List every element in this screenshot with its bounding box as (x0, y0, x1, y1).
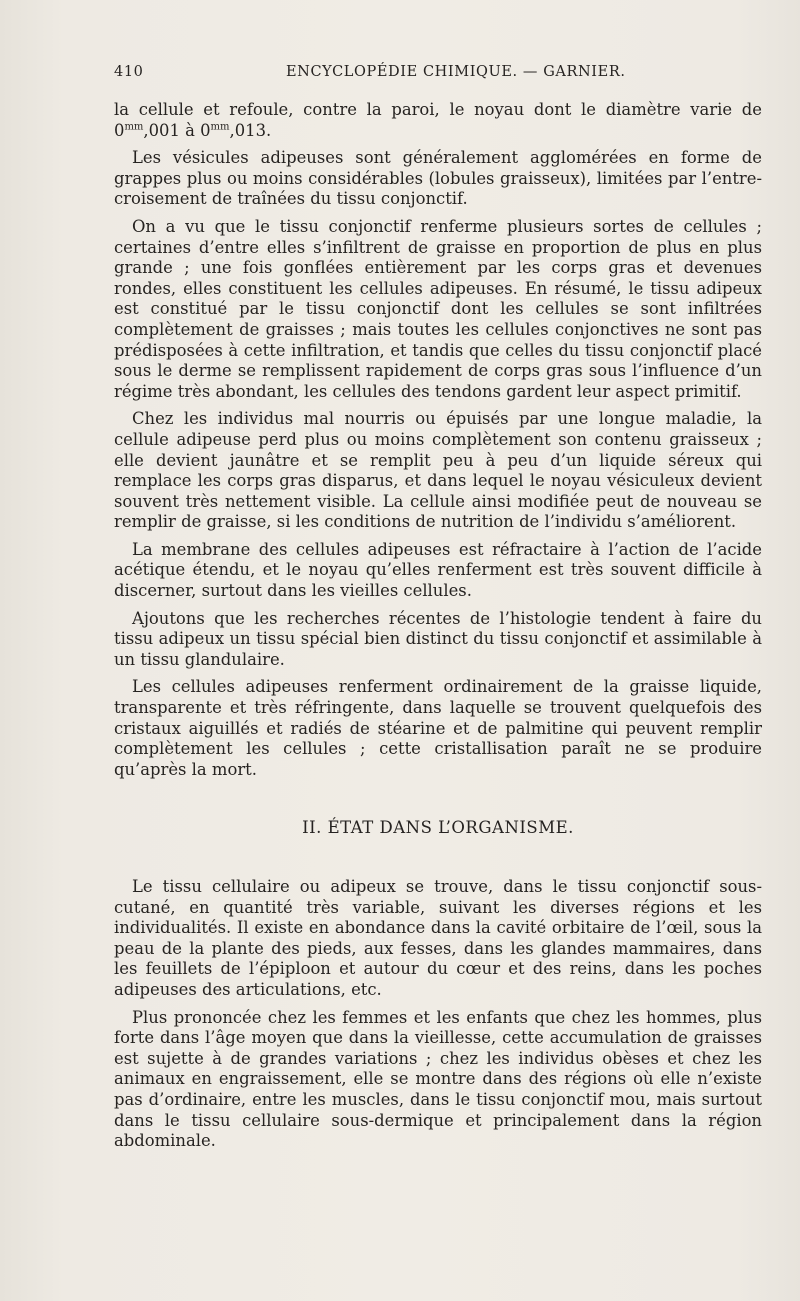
section-heading: II. ÉTAT DANS L’ORGANISME. (302, 818, 574, 838)
paragraph: Plus prononcée chez les femmes et les enfants que chez les hommes, plus forte dans l’âge moyen que dans la vieillesse, cette accumulation de graisses est sujette à de grandes variations ; chez les individus obèses et chez les animaux en engraissement, elle se montre dans des régions où elle n’existe pas d’ordinaire, entre les muscles, dans le tissu conjonctif mou, mais surtout dans le tissu cellulaire sous-dermique et principalement dans la région abdominale. (114, 1007, 762, 1151)
paragraph: Chez les individus mal nourris ou épuisés par une longue maladie, la cellule adipeuse perd plus ou moins complètement son contenu graisseux ; elle devient jaunâtre et se remplit peu à peu d’un liquide séreux qui remplace les corps gras disparus, et dans lequel le noyau vésiculeux devient souvent très nettement visible. La cellule ainsi modifiée peut de nouveau se remplir de graisse, si les conditions de nutrition de l’individu s’améliorent. (114, 409, 762, 532)
paragraph: Les vésicules adipeuses sont généralement agglomérées en forme de grappes plus ou moins considérables (lobules graisseux), limitées par l’entre-croisement de traînées du tissu conjonctif. (114, 148, 762, 209)
page-body (114, 100, 762, 1159)
paragraph: La membrane des cellules adipeuses est réfractaire à l’action de l’acide acétique étendu, et le noyau qu’elles renferment est très souvent difficile à discerner, surtout dans les vieilles cellules. (114, 539, 762, 601)
paragraph-continuation: la cellule et refoule, contre la paroi, le noyau dont le diamètre varie de $0^{mm},001$ à $0^{mm},013$. (114, 100, 762, 140)
paragraph: Ajoutons que les recherches récentes de l’histologie tendent à faire du tissu adipeux un tissu spécial bien distinct du tissu conjonctif et assimilable à un tissu glandulaire. (114, 608, 762, 669)
page-number: 410 (114, 64, 144, 80)
paragraph: Les cellules adipeuses renferment ordinairement de la graisse liquide, transparente et très réfringente, dans laquelle se trouvent quelquefois des cristaux aiguillés et radiés de stéarine et de palmitine qui peuvent remplir complètement les cellules ; cette cristallisation paraît ne se produire qu’après la mort. (114, 677, 762, 779)
paragraph: On a vu que le tissu conjonctif renferme plusieurs sortes de cellules ; certaines d’entre elles s’infiltrent de graisse en proportion de plus en plus grande ; une fois gonflées entièrement par les corps gras et devenues rondes, elles constituent les cellules adipeuses. En résumé, le tissu adipeux est constitué par le tissu conjonctif dont les cellules se sont infiltrées complètement de graisses ; mais toutes les cellules conjonctives ne sont pas prédisposées à cette infiltration, et tandis que celles du tissu conjonctif placé sous le derme se remplissent rapidement de corps gras sous l’influence d’un régime très abondant, les cellules des tendons gardent leur aspect primitif. (114, 216, 762, 401)
running-title: ENCYCLOPÉDIE CHIMIQUE. — GARNIER. (286, 64, 626, 80)
paragraph: Le tissu cellulaire ou adipeux se trouve, dans le tissu conjonctif sous-cutané, en quantité très variable, suivant les diverses régions et les individualités. Il existe en abondance dans la cavité orbitaire de l’œil, sous la peau de la plante des pieds, aux fesses, dans les glandes mammaires, dans les feuillets de l’épiploon et autour du cœur et des reins, dans les poches adipeuses des articulations, etc. (114, 877, 762, 999)
